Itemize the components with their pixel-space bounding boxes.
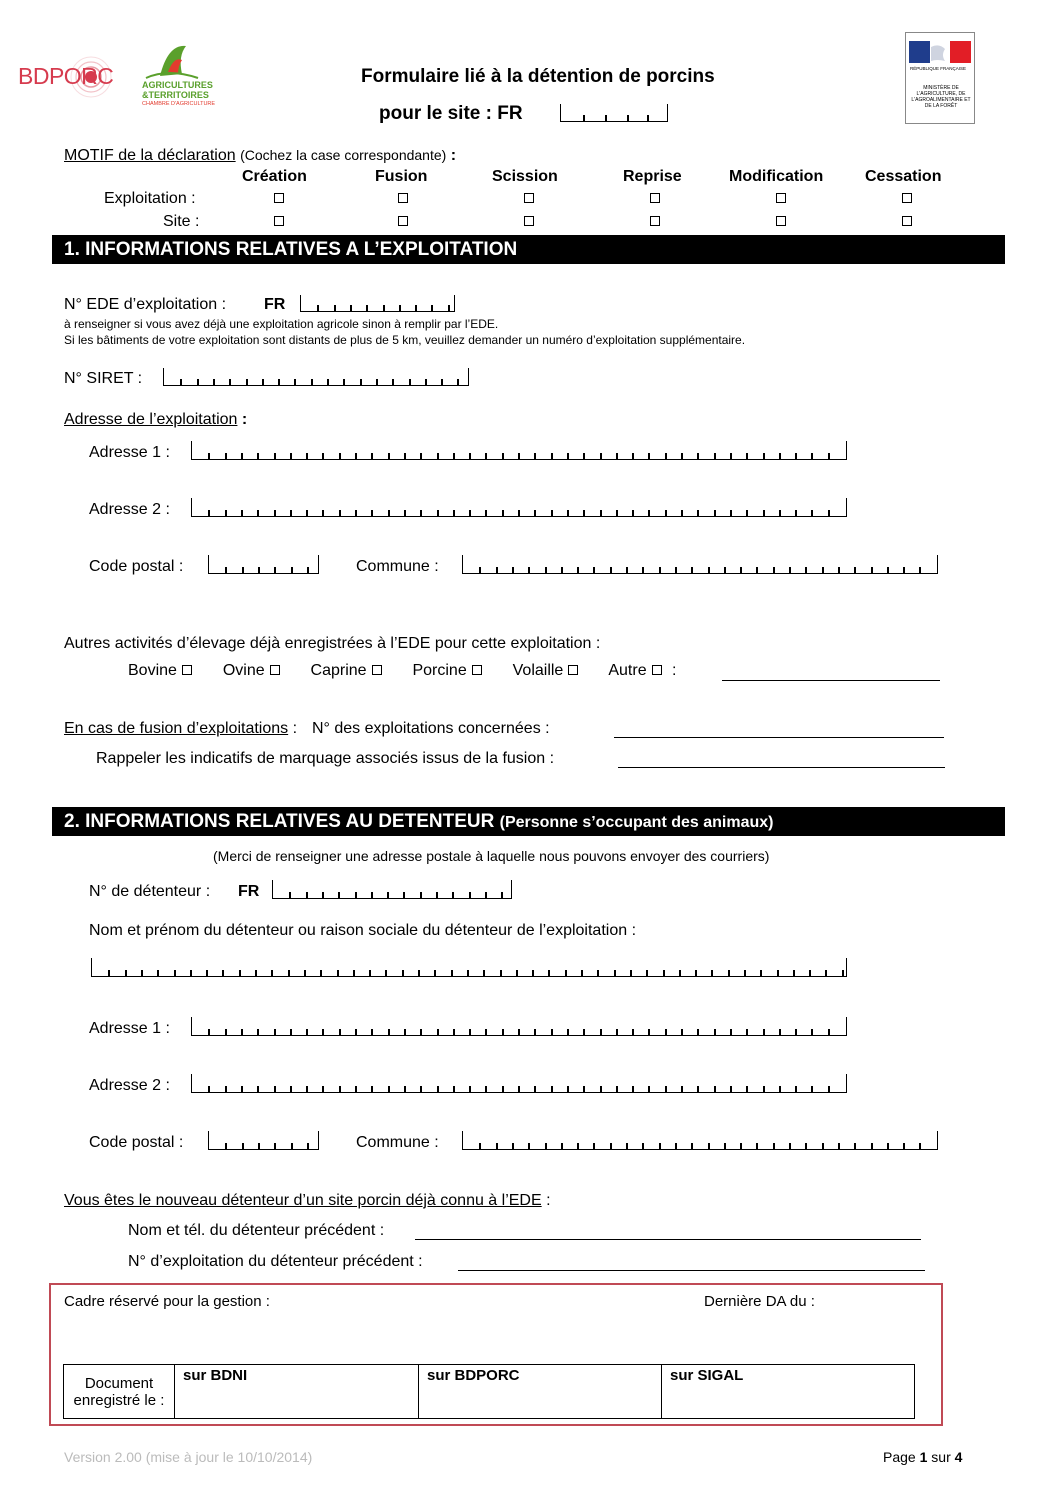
col-cessation: Cessation [865,168,942,185]
col-modification: Modification [729,168,824,185]
motif-colon: : [450,147,457,164]
section2-title-sub: (Personne s’occupant des animaux) [499,814,774,831]
det-adresse1-label: Adresse 1 : [89,1020,170,1037]
det-adresse2-label: Adresse 2 : [89,1077,170,1094]
espece-volaille-label: Volaille [512,662,564,679]
espece-ovine-label: Ovine [222,662,265,679]
espece-caprine-label: Caprine [310,662,367,679]
adresse1-label: Adresse 1 : [89,444,170,461]
nouveau-detenteur-colon: : [546,1192,551,1209]
sur-bdni-cell[interactable] [175,1365,419,1419]
checkbox-exploitation-fusion[interactable] [398,193,408,203]
espece-autre-label: Autre [608,662,647,679]
checkbox-exploitation-creation[interactable] [274,193,284,203]
fusion-marquage-label: Rappeler les indicatifs de marquage associés issus de la fusion : [96,750,555,767]
ministry-text: MINISTÈRE DE L'AGRICULTURE, DE L'AGROALIMENTAIRE ET DE LA FORÊT [911,85,971,109]
especes-row [128,662,677,680]
checkbox-ovine[interactable] [270,665,280,675]
autres-activites-label: Autres activités d’élevage déjà enregistrées à l’EDE pour cette exploitation : [64,635,601,652]
siret-label: N° SIRET : [64,370,143,387]
checkbox-exploitation-modification[interactable] [776,193,786,203]
espece-porcine-label: Porcine [412,662,467,679]
checkbox-site-modification[interactable] [776,216,786,226]
ede-note-1: à renseigner si vous avez déjà une exploitation agricole sinon à remplir par l’EDE. [64,317,499,331]
adresse-exploitation-colon: : [241,411,248,428]
marianne-flag-icon [909,41,971,63]
ede-note-2: Si les bâtiments de votre exploitation sont distants de plus de 5 km, veuillez demander un numéro d’exploitation supplémentaire. [64,333,746,347]
checkbox-site-fusion[interactable] [398,216,408,226]
document-label-1: Document [84,1375,154,1392]
siret-field[interactable] [163,368,469,386]
row-site-label: Site : [163,213,200,230]
nom-detenteur-field[interactable] [91,958,847,977]
derniere-da-label: Dernière DA du : [704,1293,815,1310]
col-scission: Scission [492,168,558,185]
adresse2-field[interactable] [191,498,847,517]
checkbox-site-scission[interactable] [524,216,534,226]
motif-hint: (Cochez la case correspondante) [240,147,447,163]
ede-label: N° EDE d’exploitation : [64,296,227,313]
espece-bovine-label: Bovine [128,662,177,679]
checkbox-autre[interactable] [652,665,662,675]
site-number-field[interactable] [560,104,668,122]
nouveau-detenteur-label: Vous êtes le nouveau détenteur d’un site porcin déjà connu à l’EDE [64,1192,542,1209]
det-commune-field[interactable] [462,1131,938,1150]
espece-ovine[interactable] [223,662,280,679]
page-number [883,1449,962,1465]
page-total: 4 [954,1449,963,1465]
col-creation: Création [242,168,307,185]
sur-sigal-cell[interactable] [662,1365,915,1419]
det-adresse2-field[interactable] [191,1074,847,1093]
document-enregistre-table [63,1364,915,1419]
checkbox-exploitation-cessation[interactable] [902,193,912,203]
nom-tel-precedent-label: Nom et tél. du détenteur précédent : [128,1222,385,1239]
code-postal-field[interactable] [208,555,319,574]
version-text: Version 2.00 (mise à jour le 10/10/2014) [64,1449,313,1465]
det-code-postal-field[interactable] [208,1131,319,1150]
sur-bdni-label: sur BDNI [183,1367,248,1384]
fusion-marquage-input[interactable] [618,753,945,768]
document-label-2: enregistré le : [73,1392,165,1409]
checkbox-site-creation[interactable] [274,216,284,226]
republique-text: RÉPUBLIQUE FRANÇAISE [910,66,967,71]
motif-label: MOTIF de la déclaration [64,147,236,164]
adresse-exploitation-label: Adresse de l’exploitation [64,411,238,428]
commune-label: Commune : [356,558,439,575]
ede-prefix: FR [264,296,286,313]
bdporc-logo [18,55,128,105]
agri-logo-line1: AGRICULTURES [142,80,213,90]
autre-colon: : [672,662,677,679]
espece-volaille[interactable] [513,662,579,679]
commune-field[interactable] [462,555,938,574]
bdporc-logo-text: BDPORC [18,63,114,89]
espece-autre[interactable] [608,662,661,679]
row-exploitation-label: Exploitation : [104,190,196,207]
page-mid: sur [931,1449,951,1465]
section2-title [52,807,1005,836]
checkbox-exploitation-scission[interactable] [524,193,534,203]
sur-bdporc-cell[interactable] [419,1365,662,1419]
det-adresse1-field[interactable] [191,1017,847,1036]
code-postal-label: Code postal : [89,558,184,575]
checkbox-exploitation-reprise[interactable] [650,193,660,203]
section2-title-text: 2. INFORMATIONS RELATIVES AU DETENTEUR [64,811,495,832]
checkbox-porcine[interactable] [472,665,482,675]
chambre-agriculture-icon [138,42,210,82]
autre-espece-input[interactable] [722,666,940,681]
checkbox-site-reprise[interactable] [650,216,660,226]
fusion-num-label: N° des exploitations concernées : [311,720,550,737]
section1-title [52,235,1005,264]
nom-detenteur-label: Nom et prénom du détenteur ou raison sociale du détenteur de l’exploitation : [89,922,637,939]
det-code-postal-label: Code postal : [89,1134,184,1151]
agriculture-territoires-logo [138,42,216,110]
col-fusion: Fusion [375,168,428,185]
document-enregistre-cell [64,1365,175,1419]
site-label: pour le site : FR [379,103,523,124]
espece-bovine[interactable] [128,662,192,679]
espece-caprine[interactable] [311,662,382,679]
num-precedent-label: N° d’exploitation du détenteur précédent : [128,1253,423,1270]
detenteur-prefix: FR [238,883,260,900]
page-current: 1 [919,1449,928,1465]
detenteur-number-field[interactable] [272,880,512,899]
page-prefix: Page [883,1449,916,1465]
fusion-colon: : [292,720,298,737]
cadre-gestion-label: Cadre réservé pour la gestion : [64,1293,270,1310]
merci-note: (Merci de renseigner une adresse postale à laquelle nous pouvons envoyer des courriers) [213,848,770,864]
col-reprise: Reprise [623,168,682,185]
sur-sigal-label: sur SIGAL [670,1367,744,1384]
nouveau-detenteur-row [64,1192,551,1210]
motif-heading [64,147,456,165]
sur-bdporc-label: sur BDPORC [427,1367,520,1384]
checkbox-site-cessation[interactable] [902,216,912,226]
det-commune-label: Commune : [356,1134,439,1151]
section1-title-text: 1. INFORMATIONS RELATIVES A L’EXPLOITATION [64,239,518,260]
page-title: Formulaire lié à la détention de porcins [361,66,715,87]
fusion-label: En cas de fusion d’exploitations [64,720,289,737]
checkbox-volaille[interactable] [568,665,578,675]
adresse1-field[interactable] [191,441,847,460]
agri-logo-line3: CHAMBRE D'AGRICULTURE [142,101,216,107]
ministry-logo [905,32,975,124]
ede-number-field[interactable] [300,295,455,312]
agri-logo-line2: &TERRITOIRES [142,90,209,100]
fusion-num-input[interactable] [614,723,944,738]
nom-tel-precedent-input[interactable] [415,1225,921,1240]
checkbox-bovine[interactable] [182,665,192,675]
detenteur-label: N° de détenteur : [89,883,211,900]
num-precedent-input[interactable] [458,1256,925,1271]
espece-porcine[interactable] [412,662,481,679]
adresse-exploitation-heading [64,411,247,429]
adresse2-label: Adresse 2 : [89,501,170,518]
fusion-row [64,720,550,738]
checkbox-caprine[interactable] [372,665,382,675]
